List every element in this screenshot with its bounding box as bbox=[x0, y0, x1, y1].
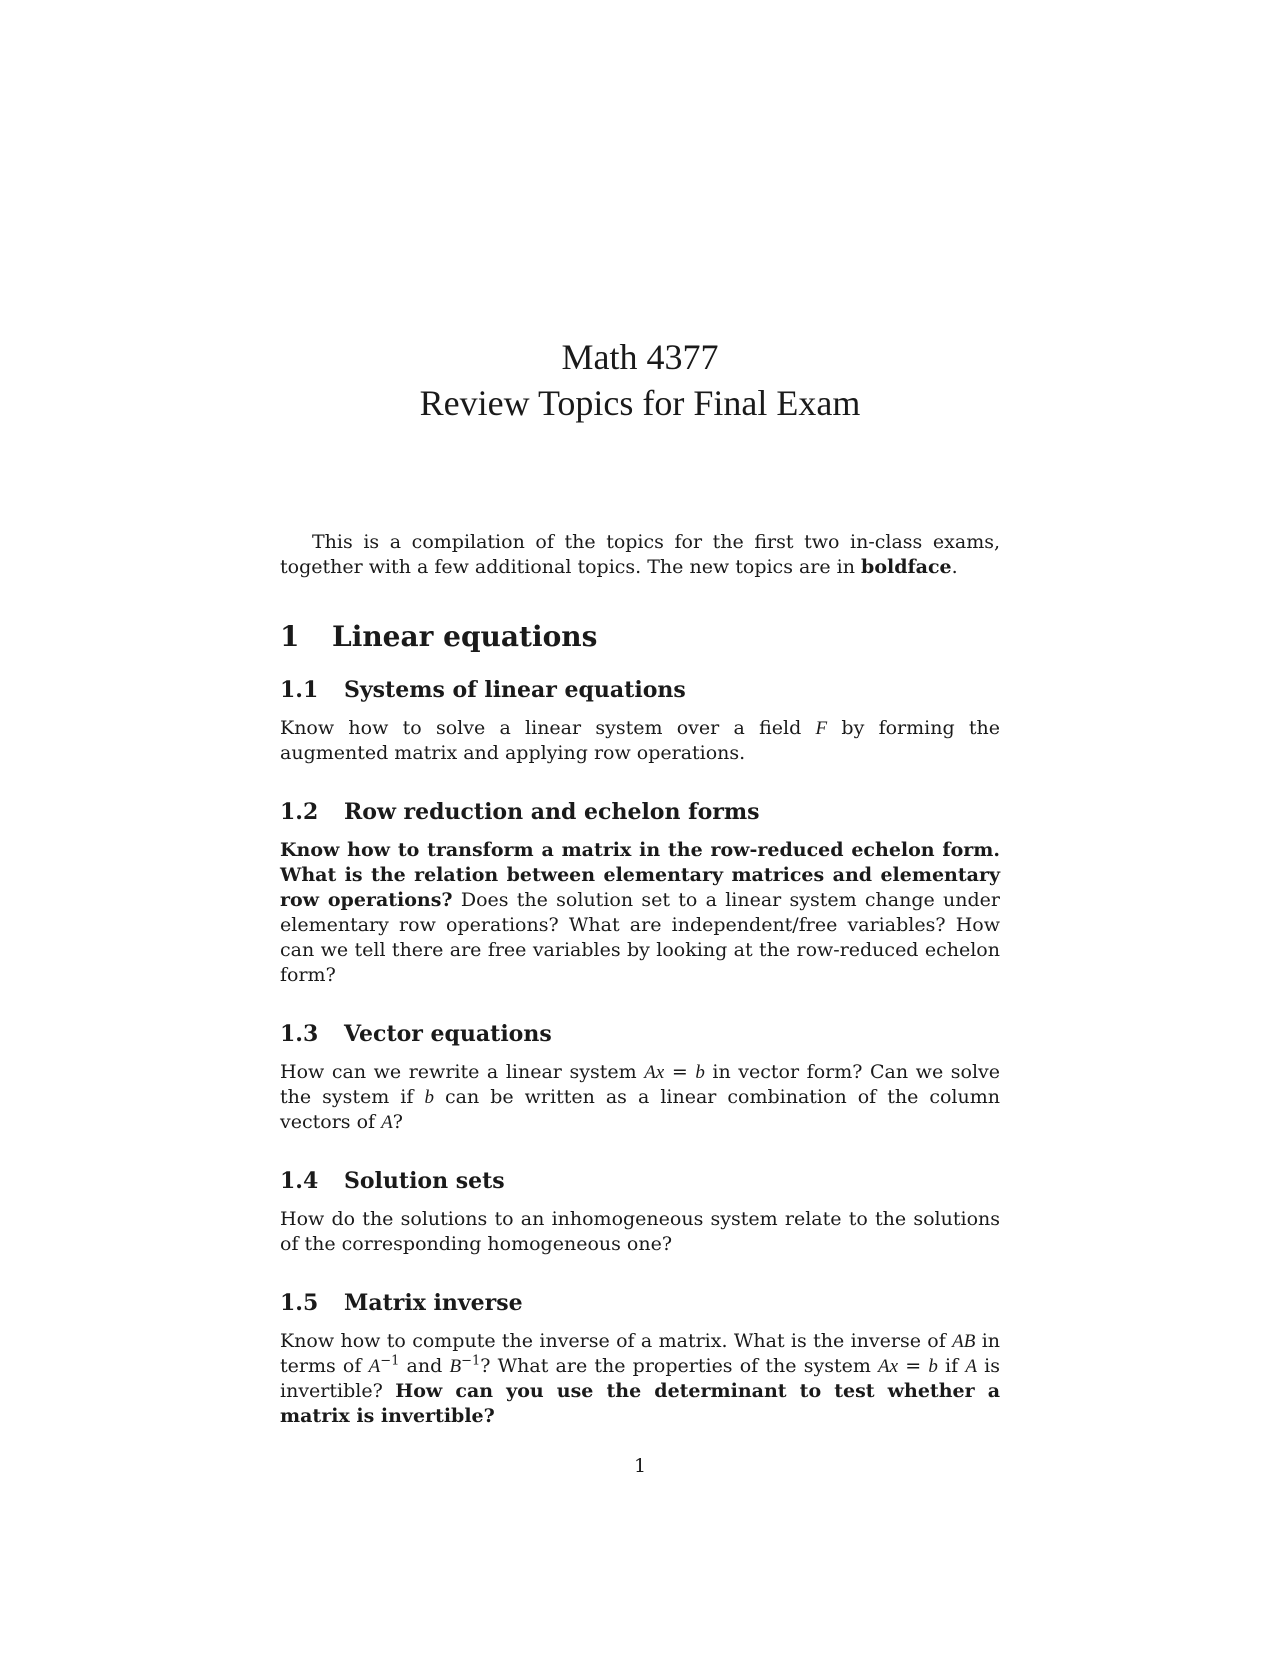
section-heading bbox=[280, 620, 1000, 654]
math-symbol: A bbox=[368, 1356, 381, 1377]
body-text: in terms of bbox=[280, 1330, 1001, 1377]
page-number: 1 bbox=[633, 1455, 647, 1477]
subsection-heading-1-2 bbox=[280, 798, 1000, 826]
section-number: 1 bbox=[280, 620, 300, 653]
math-symbol: A bbox=[381, 1112, 393, 1133]
body-text: in vector form? Can we solve the system if bbox=[280, 1061, 1001, 1108]
body-text: ? What are the properties of the system bbox=[480, 1355, 879, 1377]
math-superscript: −1 bbox=[380, 1353, 400, 1369]
intro-text: This is a compilation of the topics for the first two in-class exams, together with a few additional topics. The new topics are in bbox=[280, 531, 1000, 578]
body-text: ? bbox=[392, 1111, 403, 1133]
subsection-number: 1.3 bbox=[280, 1021, 319, 1047]
subsection-number: 1.4 bbox=[280, 1168, 319, 1194]
body-text: Know how to solve a linear system over a field bbox=[280, 717, 816, 739]
subsection-number: 1.1 bbox=[280, 677, 319, 703]
body-text: Does the solution set to a linear system change under elementary row operations? What are independent/free variables? How can we tell there are free variables by looking at the row-reduced echelon form? bbox=[280, 889, 1000, 986]
subsection-title: Solution sets bbox=[344, 1168, 505, 1194]
intro-text-end: . bbox=[951, 556, 958, 578]
math-operator: = bbox=[898, 1355, 929, 1377]
course-title: Math 4377 bbox=[561, 337, 719, 377]
body-text: if bbox=[937, 1355, 966, 1377]
section-title: Linear equations bbox=[332, 620, 598, 653]
subsection-heading-1-1 bbox=[280, 676, 1000, 704]
subsection-heading-1-4 bbox=[280, 1167, 1000, 1195]
math-symbol: AB bbox=[952, 1331, 976, 1352]
subsection-body-1-4: How do the solutions to an inhomogeneous system relate to the solutions of the corresponding homogeneous one? bbox=[280, 1208, 1000, 1255]
math-symbol: b bbox=[424, 1087, 434, 1108]
body-text: Know how to compute the inverse of a matrix. What is the inverse of bbox=[280, 1330, 953, 1352]
body-text: by forming the augmented matrix and applying row operations. bbox=[280, 717, 1000, 764]
intro-boldface: boldface bbox=[861, 556, 952, 578]
body-text: is invertible? bbox=[280, 1355, 1000, 1402]
document-content bbox=[280, 530, 1000, 1461]
subsection-number: 1.2 bbox=[280, 799, 319, 825]
math-symbol: b bbox=[928, 1356, 938, 1377]
subsection-title: Matrix inverse bbox=[344, 1290, 523, 1316]
title-block bbox=[0, 334, 1280, 426]
subsection-number: 1.5 bbox=[280, 1290, 319, 1316]
subsection-title: Vector equations bbox=[344, 1021, 552, 1047]
intro-paragraph bbox=[280, 530, 1000, 580]
math-symbol: F bbox=[815, 718, 828, 739]
subsection-title: Row reduction and echelon forms bbox=[344, 799, 760, 825]
math-symbol: b bbox=[695, 1062, 705, 1083]
document-title: Review Topics for Final Exam bbox=[419, 383, 861, 423]
new-topic-text: Know how to transform a matrix in the row-reduced echelon form. What is the relation between elementary matrices and elementary row operations? bbox=[280, 839, 1000, 911]
subsection-title: Systems of linear equations bbox=[344, 677, 686, 703]
body-text: and bbox=[399, 1355, 450, 1377]
subsection-heading-1-5 bbox=[280, 1289, 1000, 1317]
math-symbol: Ax bbox=[878, 1356, 899, 1377]
math-symbol: A bbox=[965, 1356, 977, 1377]
subsection-body-1-2 bbox=[280, 838, 1000, 988]
subsection-body-1-1 bbox=[280, 716, 1000, 766]
subsection-body-1-5 bbox=[280, 1329, 1000, 1429]
body-text: can be written as a linear combination of the column vectors of bbox=[280, 1086, 1000, 1133]
new-topic-text: How can you use the determinant to test whether a matrix is invertible? bbox=[280, 1380, 1001, 1427]
subsection-heading-1-3 bbox=[280, 1020, 1000, 1048]
math-symbol: Ax bbox=[644, 1062, 665, 1083]
subsection-body-1-3 bbox=[280, 1060, 1000, 1135]
body-text: How can we rewrite a linear system bbox=[280, 1061, 645, 1083]
math-symbol: B bbox=[449, 1356, 462, 1377]
math-superscript: −1 bbox=[461, 1353, 481, 1369]
math-operator: = bbox=[664, 1061, 696, 1083]
